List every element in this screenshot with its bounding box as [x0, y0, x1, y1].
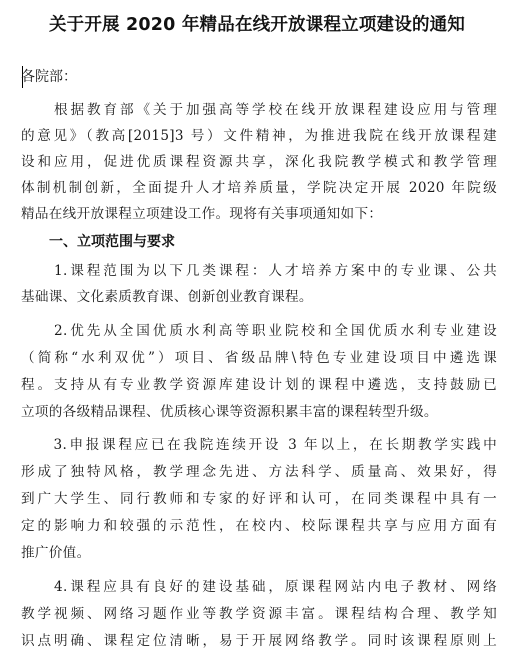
item-3-line: 推广价值。 [21, 545, 91, 561]
item-3-line: 形成了独特风格，教学理念先进、方法科学、质量高、效果好，得 [21, 464, 497, 480]
item-2-line: 程。支持从有专业教学资源库建设计划的课程中遴选，支持鼓励已 [21, 377, 497, 393]
salutation: 各院部： [21, 69, 77, 85]
item-3-line: 到广大学生、同行教师和专家的好评和认可，在同类课程中具有一 [21, 491, 497, 507]
document-title: 关于开展 2020 年精品在线开放课程立项建设的通知 [48, 15, 466, 35]
item-3-line: 定的影响力和较强的示范性，在校内、校际课程共享与应用方面有 [21, 518, 497, 534]
intro-line: 体制机制创新，全面提升人才培养质量，学院决定开展 2020 年院级 [21, 180, 497, 196]
item-4-line: 教学视频、网络习题作业等教学资源丰富。课程结构合理、教学知 [21, 606, 497, 622]
item-2-line: （简称“水利双优”）项目、省级品牌\特色专业建设项目中遴选课 [21, 350, 497, 366]
item-4-line: 识点明确、课程定位清晰，易于开展网络教学。同时该课程原则上 [21, 633, 497, 649]
item-1-line: 1.课程范围为以下几类课程：人才培养方案中的专业课、公共 [21, 263, 497, 279]
item-2-line: 2.优先从全国优质水利高等职业院校和全国优质水利专业建设 [21, 323, 497, 339]
intro-line: 的意见》（教高[2015]3 号）文件精神，为推进我院在线开放课程建 [21, 128, 497, 144]
item-2-line: 立项的各级精品课程、优质核心课等资源积累丰富的课程转型升级。 [21, 404, 438, 420]
item-3-line: 3.申报课程应已在我院连续开设 3 年以上，在长期教学实践中 [21, 437, 497, 453]
section-heading: 一、立项范围与要求 [49, 234, 175, 250]
intro-line: 根据教育部《关于加强高等学校在线开放课程建设应用与管理 [21, 102, 497, 118]
intro-line: 设和应用，促进优质课程资源共享，深化我院教学模式和教学管理 [21, 154, 497, 170]
intro-line: 精品在线开放课程立项建设工作。现将有关事项通知如下： [21, 206, 383, 222]
item-1-line: 基础课、文化素质教育课、创新创业教育课程。 [21, 289, 313, 305]
item-4-line: 4.课程应具有良好的建设基础，原课程网站内电子教材、网络 [21, 579, 497, 595]
